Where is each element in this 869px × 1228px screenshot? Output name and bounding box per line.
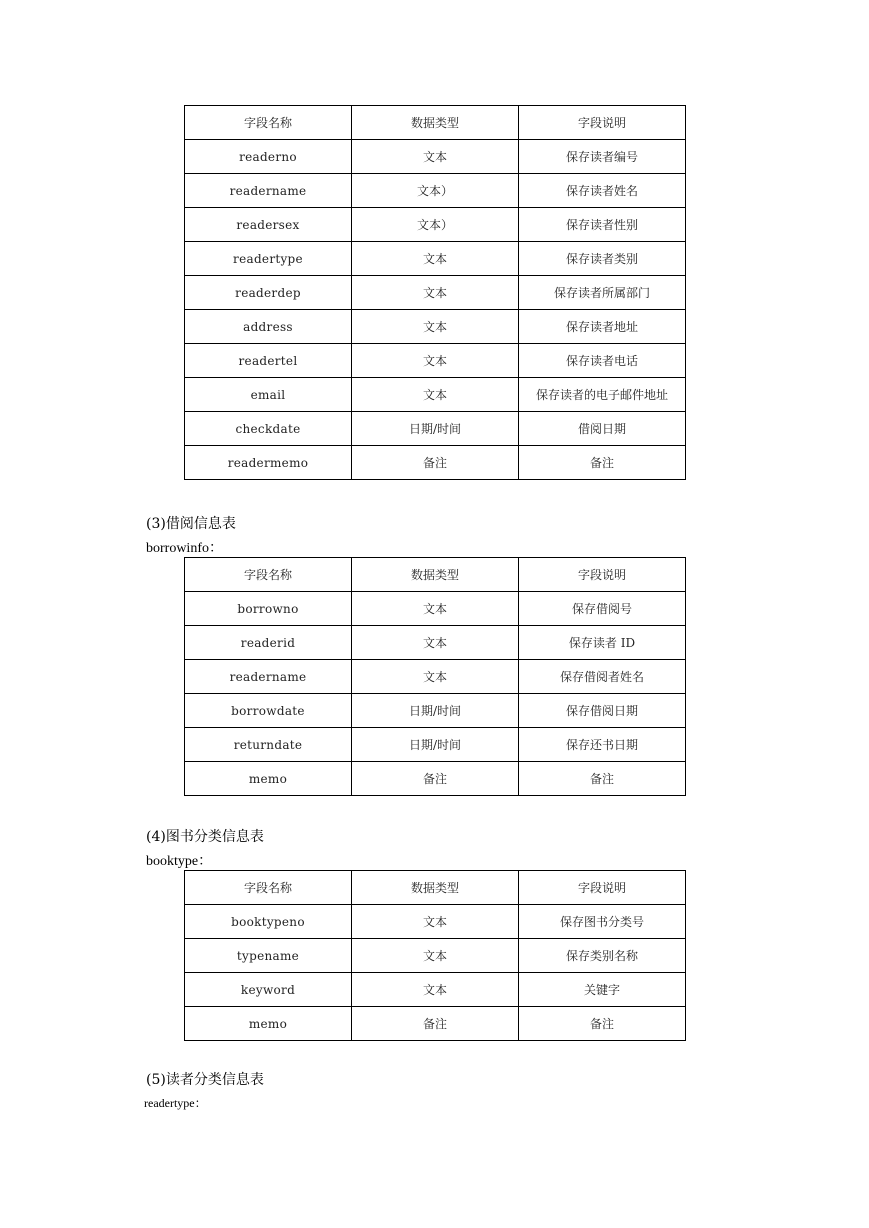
field-name-cell: email [185,378,352,412]
field-name-cell: borrowdate [185,694,352,728]
data-type-cell: 日期/时间 [352,694,519,728]
table-row [185,728,686,762]
field-name-cell: typename [185,939,352,973]
table-row [185,310,686,344]
book-type-table [184,870,686,1041]
header-cell: 数据类型 [352,558,519,592]
table-row [185,1007,686,1041]
data-type-cell: 文本 [352,905,519,939]
field-description-cell: 保存读者类别 [519,242,686,276]
data-type-cell: 备注 [352,762,519,796]
table-row [185,592,686,626]
field-description-cell: 保存读者所属部门 [519,276,686,310]
table-row [185,626,686,660]
field-name-cell: readerno [185,140,352,174]
header-cell: 字段名称 [185,558,352,592]
field-description-cell: 备注 [519,446,686,480]
field-description-cell: 保存借阅日期 [519,694,686,728]
field-description-cell: 保存图书分类号 [519,905,686,939]
data-type-cell: 文本） [352,208,519,242]
header-cell: 字段说明 [519,106,686,140]
field-description-cell: 保存借阅号 [519,592,686,626]
field-description-cell: 备注 [519,762,686,796]
field-description-cell: 保存读者姓名 [519,174,686,208]
table-row [185,973,686,1007]
data-type-cell: 备注 [352,1007,519,1041]
field-name-cell: checkdate [185,412,352,446]
table-name-booktype: booktype： [146,854,213,869]
data-type-cell: 文本 [352,242,519,276]
data-type-cell: 文本） [352,174,519,208]
table-row [185,660,686,694]
table-row [185,344,686,378]
field-name-cell: keyword [185,973,352,1007]
field-name-cell: booktypeno [185,905,352,939]
data-type-cell: 日期/时间 [352,728,519,762]
table-header-row [185,871,686,905]
table-row [185,694,686,728]
header-cell: 数据类型 [352,106,519,140]
field-description-cell: 借阅日期 [519,412,686,446]
section-heading-readertype: (5)读者分类信息表 [146,1072,264,1088]
field-description-cell: 保存读者性别 [519,208,686,242]
field-name-cell: readermemo [185,446,352,480]
table-row [185,762,686,796]
field-description-cell: 保存读者的电子邮件地址 [519,378,686,412]
data-type-cell: 文本 [352,973,519,1007]
field-description-cell: 备注 [519,1007,686,1041]
table-row [185,905,686,939]
field-description-cell: 保存还书日期 [519,728,686,762]
table-row [185,140,686,174]
table-name-borrowinfo: borrowinfo： [146,541,223,556]
data-type-cell: 文本 [352,939,519,973]
data-type-cell: 文本 [352,660,519,694]
field-name-cell: readertype [185,242,352,276]
table-row [185,412,686,446]
section-heading-borrowinfo: (3)借阅信息表 [146,516,236,532]
field-name-cell: memo [185,1007,352,1041]
data-type-cell: 文本 [352,276,519,310]
table-row [185,446,686,480]
data-type-cell: 文本 [352,344,519,378]
table-row [185,242,686,276]
field-name-cell: readerdep [185,276,352,310]
table-row [185,378,686,412]
data-type-cell: 日期/时间 [352,412,519,446]
field-description-cell: 关键字 [519,973,686,1007]
header-cell: 字段名称 [185,871,352,905]
header-cell: 字段说明 [519,558,686,592]
data-type-cell: 文本 [352,140,519,174]
field-description-cell: 保存借阅者姓名 [519,660,686,694]
field-name-cell: borrowno [185,592,352,626]
data-type-cell: 文本 [352,310,519,344]
field-name-cell: readername [185,660,352,694]
data-type-cell: 文本 [352,592,519,626]
table-header-row [185,106,686,140]
table-row [185,174,686,208]
field-name-cell: readername [185,174,352,208]
field-description-cell: 保存读者 ID [519,626,686,660]
header-cell: 字段说明 [519,871,686,905]
field-description-cell: 保存读者地址 [519,310,686,344]
field-description-cell: 保存读者编号 [519,140,686,174]
field-name-cell: readertel [185,344,352,378]
field-name-cell: address [185,310,352,344]
field-name-cell: readerid [185,626,352,660]
data-type-cell: 文本 [352,626,519,660]
data-type-cell: 备注 [352,446,519,480]
field-name-cell: readersex [185,208,352,242]
reader-info-table [184,105,686,480]
table-row [185,276,686,310]
field-name-cell: memo [185,762,352,796]
table-row [185,939,686,973]
section-heading-booktype: (4)图书分类信息表 [146,829,264,845]
data-type-cell: 文本 [352,378,519,412]
table-header-row [185,558,686,592]
field-description-cell: 保存类别名称 [519,939,686,973]
header-cell: 数据类型 [352,871,519,905]
borrow-info-table [184,557,686,796]
field-name-cell: returndate [185,728,352,762]
table-row [185,208,686,242]
field-description-cell: 保存读者电话 [519,344,686,378]
table-name-readertype: readertype： [144,1096,207,1110]
header-cell: 字段名称 [185,106,352,140]
